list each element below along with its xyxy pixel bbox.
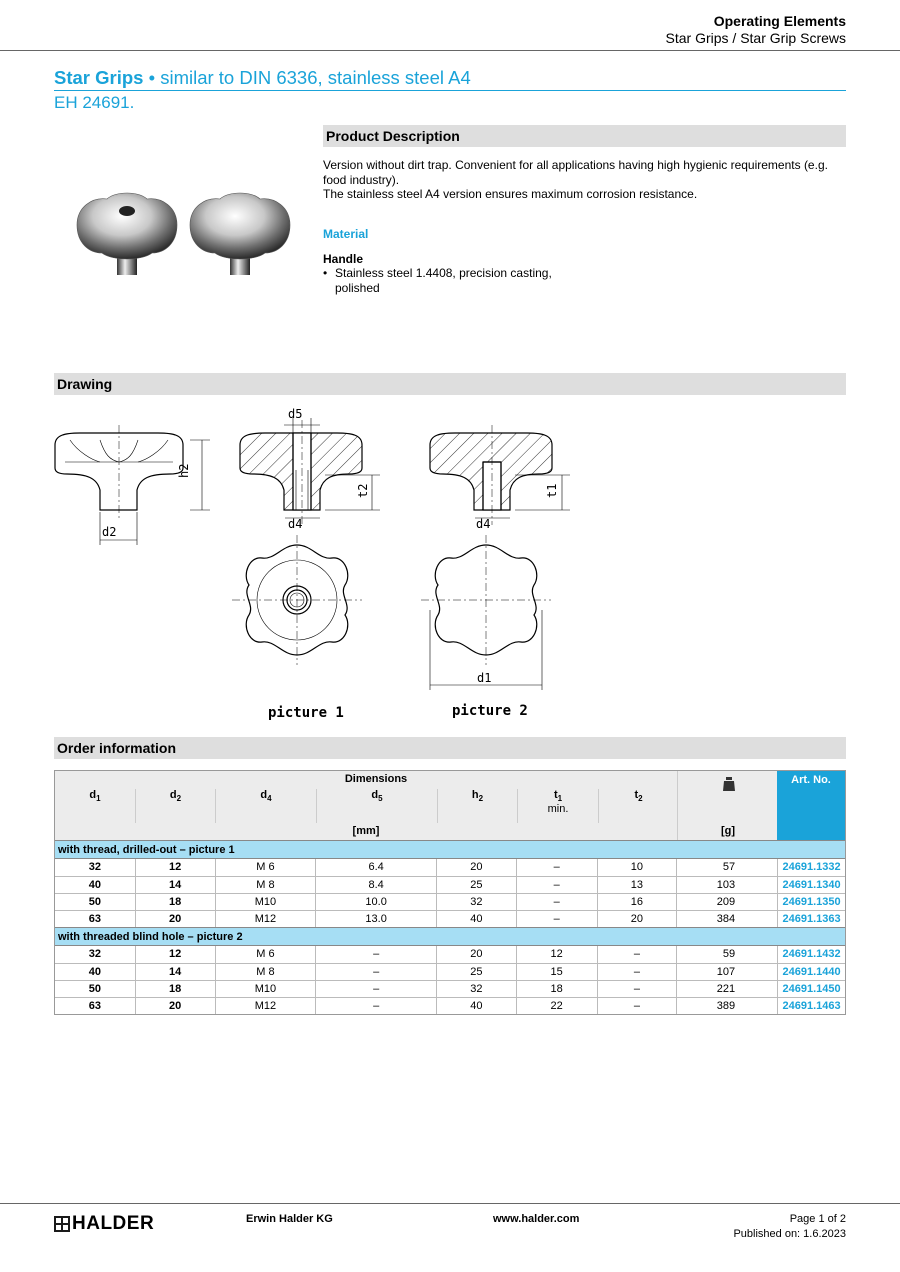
- header-divider: [0, 50, 900, 51]
- footer-company: Erwin Halder KG: [246, 1213, 333, 1225]
- mm-unit-label: [mm]: [352, 825, 380, 837]
- cell-d2: 18: [135, 981, 215, 997]
- header-subtitle: Star Grips / Star Grip Screws: [665, 30, 846, 46]
- dimensions-label: Dimensions: [344, 773, 408, 785]
- col-d1: $d_1$: [89, 789, 101, 804]
- cell-h2: 32: [436, 894, 516, 910]
- technical-drawing: [40, 400, 600, 730]
- footer-published-date: Published on: 1.6.2023: [733, 1228, 846, 1240]
- cell-d5: 6.4: [315, 859, 436, 876]
- cell-t1: –: [516, 859, 597, 876]
- cell-t1: –: [516, 911, 597, 927]
- cell-t2: –: [597, 946, 677, 963]
- header-title: Operating Elements: [713, 13, 846, 29]
- cell-t1: 12: [516, 946, 597, 963]
- article-number-cell[interactable]: 24691.1432: [777, 946, 845, 963]
- label-d5: d5: [288, 407, 303, 421]
- cell-d1: 50: [88, 983, 102, 995]
- cell-d4: M 8: [215, 964, 316, 980]
- cell-d1: 40: [88, 879, 102, 891]
- cell-t2: 20: [597, 911, 677, 927]
- col-d4: $d_4$: [215, 789, 316, 823]
- grip-head: [190, 193, 290, 259]
- star-grip-blind: [190, 193, 290, 275]
- article-number-cell[interactable]: 24691.1450: [777, 981, 845, 997]
- cell-t1: 22: [516, 998, 597, 1014]
- cell-t1: –: [516, 877, 597, 893]
- cell-d1: 32: [88, 861, 102, 873]
- cell-d5: –: [315, 981, 436, 997]
- col-t2: $t_2$: [598, 789, 678, 823]
- article-number-cell[interactable]: 24691.1340: [777, 877, 845, 893]
- section-view-drilled: [240, 418, 380, 525]
- cell-d2: 20: [135, 911, 215, 927]
- cell-t1: 18: [516, 981, 597, 997]
- cell-g: 107: [676, 964, 777, 980]
- table-row: [55, 876, 845, 893]
- product-title-rest: • similar to DIN 6336, stainless steel A4: [143, 67, 471, 88]
- cell-t2: 10: [597, 859, 677, 876]
- product-photo: [70, 180, 300, 280]
- picture-1-label: picture 1: [268, 705, 344, 721]
- cell-g: 59: [676, 946, 777, 963]
- product-code: EH 24691.: [54, 93, 135, 112]
- section-view-blind: [430, 425, 570, 525]
- table-body: [55, 840, 845, 1014]
- cell-d5: –: [315, 998, 436, 1014]
- cell-d4: M10: [215, 894, 316, 910]
- cell-g: 221: [676, 981, 777, 997]
- product-description-text: [323, 158, 846, 202]
- label-t1: t1: [545, 483, 559, 498]
- cell-t2: –: [597, 998, 677, 1014]
- cell-d2: 14: [135, 877, 215, 893]
- article-number-cell[interactable]: 24691.1332: [777, 859, 845, 876]
- handle-text-1: Stainless steel 1.4408, precision casting,: [335, 266, 552, 280]
- top-view-drilled: [232, 535, 362, 665]
- footer-page-number: Page 1 of 2: [789, 1213, 846, 1225]
- top-view-blind: [421, 535, 551, 690]
- table-row: [55, 963, 845, 980]
- star-grip-drilled: [77, 193, 177, 275]
- cell-h2: 40: [436, 911, 516, 927]
- cell-t2: –: [597, 981, 677, 997]
- label-d4-picture2: d4: [476, 517, 491, 531]
- cell-h2: 20: [436, 946, 516, 963]
- cell-d1: 32: [88, 948, 102, 960]
- article-number-cell[interactable]: 24691.1463: [777, 998, 845, 1014]
- halder-logo-text: HALDER: [72, 1213, 155, 1234]
- cell-d4: M 6: [215, 946, 316, 963]
- cell-d4: M 6: [215, 859, 316, 876]
- cell-g: 389: [676, 998, 777, 1014]
- cell-d4: M12: [215, 998, 316, 1014]
- cell-h2: 25: [436, 877, 516, 893]
- cell-d5: –: [315, 964, 436, 980]
- cell-d2: 12: [135, 946, 215, 963]
- title-underline: [54, 90, 846, 91]
- art-no-header: Art. No.: [777, 771, 845, 840]
- table-row: [55, 910, 845, 927]
- footer-divider: [0, 1203, 900, 1204]
- cell-g: 384: [676, 911, 777, 927]
- col-t1: $t_1$ min.: [517, 789, 598, 823]
- cell-d5: 8.4: [315, 877, 436, 893]
- cell-h2: 32: [436, 981, 516, 997]
- cell-d1: 40: [88, 966, 102, 978]
- table-row: [55, 859, 845, 876]
- cell-d2: 12: [135, 859, 215, 876]
- grip-hole: [119, 206, 135, 216]
- table-group-header: with thread, drilled-out – picture 1: [55, 840, 845, 859]
- cell-t2: –: [597, 964, 677, 980]
- material-heading: Material: [323, 227, 369, 241]
- halder-logo-icon: [54, 1216, 70, 1232]
- cell-t2: 13: [597, 877, 677, 893]
- description-line-2: The stainless steel A4 version ensures maximum corrosion resistance.: [323, 187, 698, 201]
- cell-g: 103: [676, 877, 777, 893]
- cell-g: 209: [676, 894, 777, 910]
- product-title-bold: Star Grips: [54, 67, 144, 88]
- handle-text-2: polished: [335, 280, 380, 295]
- description-line-1: Version without dirt trap. Convenient for all applications having high hygienic requirements (e.g. food industry).: [323, 158, 828, 187]
- cell-d4: M10: [215, 981, 316, 997]
- cell-h2: 20: [436, 859, 516, 876]
- handle-material: [323, 266, 583, 295]
- product-description-heading: Product Description: [323, 125, 846, 147]
- article-number-cell[interactable]: 24691.1350: [777, 894, 845, 910]
- cell-g: 57: [676, 859, 777, 876]
- cell-d2: 18: [135, 894, 215, 910]
- table-row: [55, 997, 845, 1014]
- table-row: [55, 946, 845, 963]
- cell-d2: 20: [135, 998, 215, 1014]
- min-label: min.: [547, 803, 569, 816]
- drawing-heading: Drawing: [54, 373, 846, 395]
- cell-h2: 40: [436, 998, 516, 1014]
- label-t2: t2: [356, 483, 370, 498]
- cell-t2: 16: [597, 894, 677, 910]
- cell-t1: 15: [516, 964, 597, 980]
- order-table: [54, 770, 846, 1015]
- cell-t1: –: [516, 894, 597, 910]
- cell-h2: 25: [436, 964, 516, 980]
- gram-unit-label: [g]: [720, 825, 736, 837]
- table-header: [55, 771, 845, 840]
- footer-website[interactable]: www.halder.com: [493, 1213, 580, 1225]
- cell-d4: M 8: [215, 877, 316, 893]
- grip-head: [77, 193, 177, 259]
- weight-icon: [723, 777, 735, 791]
- column-headers: [55, 789, 697, 823]
- order-information-heading: Order information: [54, 737, 846, 759]
- label-d4-picture1: d4: [288, 517, 303, 531]
- article-number-cell[interactable]: 24691.1440: [777, 964, 845, 980]
- cell-d5: 13.0: [315, 911, 436, 927]
- side-view-exterior: [55, 425, 210, 545]
- col-d2: $d_2$: [135, 789, 215, 823]
- label-d2: d2: [102, 525, 117, 539]
- cell-d2: 14: [135, 964, 215, 980]
- halder-logo: [54, 1213, 155, 1234]
- cell-d5: 10.0: [315, 894, 436, 910]
- cell-d1: 63: [88, 913, 102, 925]
- handle-heading: Handle: [323, 252, 364, 266]
- label-d1: d1: [477, 671, 492, 685]
- table-row: [55, 980, 845, 997]
- cell-d5: –: [315, 946, 436, 963]
- picture-2-label: picture 2: [452, 703, 528, 719]
- col-d5: $d_5$: [316, 789, 437, 823]
- bullet-icon: •: [323, 266, 328, 280]
- cell-d1: 50: [88, 896, 102, 908]
- label-h2: h2: [177, 463, 191, 478]
- article-number-cell[interactable]: 24691.1363: [777, 911, 845, 927]
- table-row: [55, 893, 845, 910]
- cell-d4: M12: [215, 911, 316, 927]
- product-title: [54, 67, 471, 89]
- cell-d1: 63: [88, 1000, 102, 1012]
- col-h2: $h_2$: [437, 789, 517, 823]
- table-group-header: with threaded blind hole – picture 2: [55, 927, 845, 946]
